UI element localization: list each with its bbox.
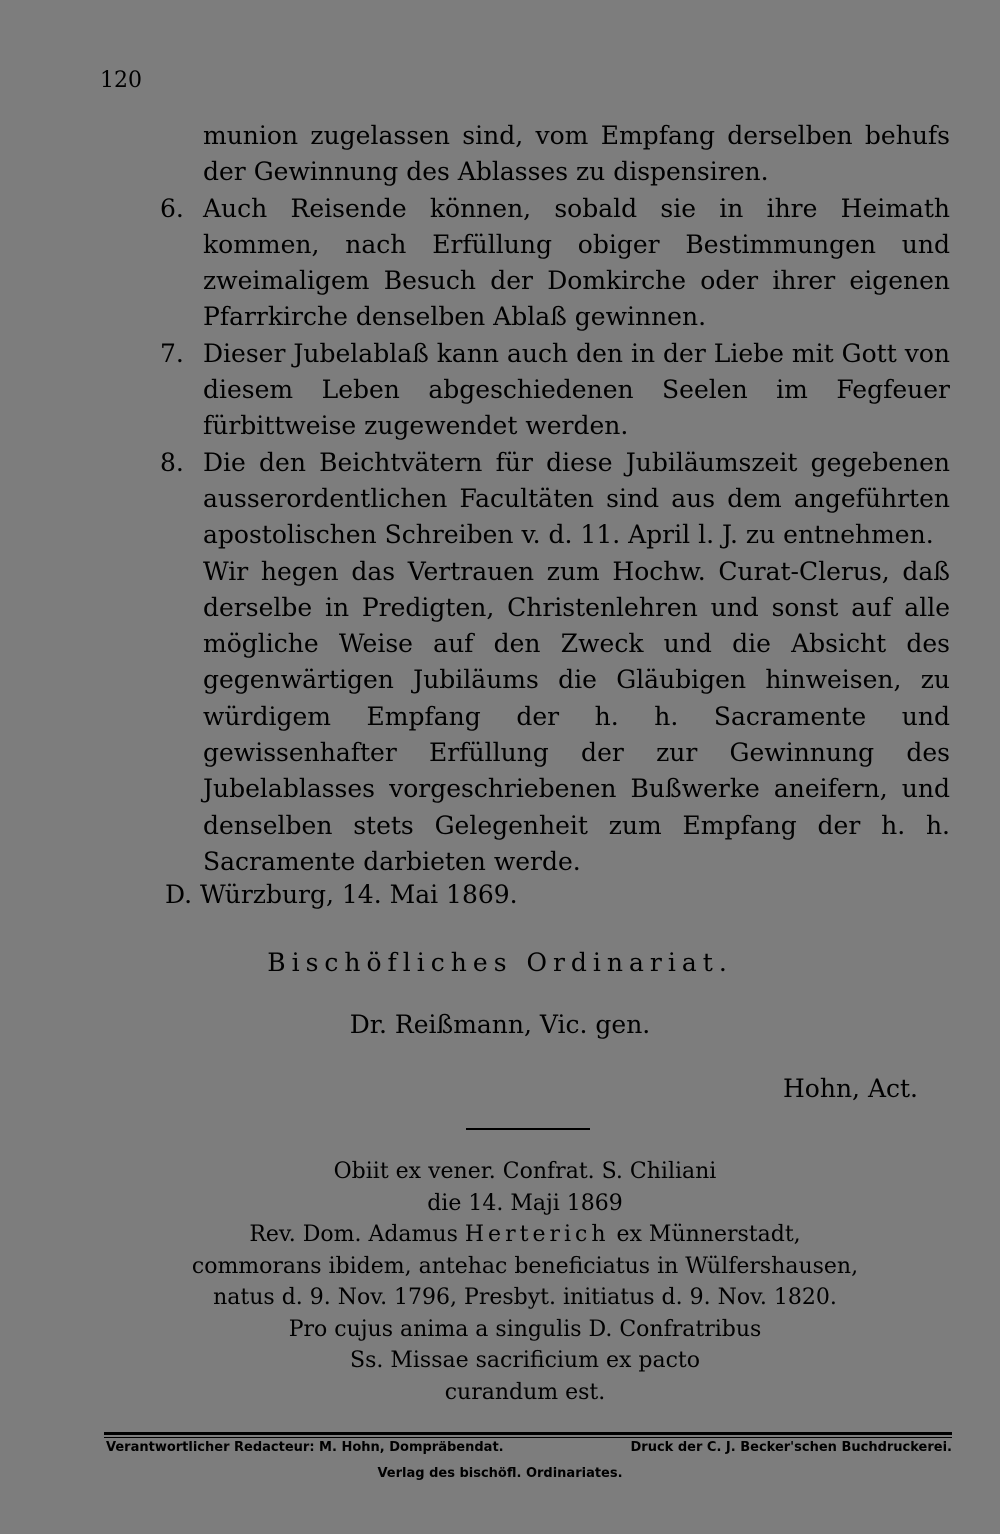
obituary-line [160,1219,890,1251]
dateline: D. Würzburg, 14. Mai 1869. [165,880,518,909]
obituary-line: Ss. Missae sacrificium ex pacto [350,1348,700,1373]
obituary-surname: Herterich [464,1222,610,1247]
obituary-line: Pro cujus anima a singulis D. Confratribus [288,1316,762,1342]
footer-divider [104,1432,952,1435]
list-item-7 [160,336,950,445]
closing-paragraph: Wir hegen das Vertrauen zum Hochw. Curat-Clerus, daß derselbe in Predigten, Christenlehren und sonst auf alle mögliche Weise auf den Zweck und die Absicht des gegenwärtigen Jubiläums die Gläubigen hinweisen, zu würdigem Empfang der h. h. Sacramente und gewissenhafter Erfüllung der zur Gewinnung des Jubelablasses vorgeschriebenen Bußwerke aneifern, und denselben stets Gelegenheit zum Empfang der h. h. Sacramente darbieten werde. [203,556,950,876]
obituary-line: commorans ibidem, antehac beneficiatus in Wülfershausen, [191,1253,859,1279]
footer-editor: Verantwortlicher Redacteur: M. Hohn, Dompräbendat. [106,1440,504,1455]
obituary-title: Rev. Dom. Adamus [249,1222,465,1247]
intro-paragraph: munion zugelassen sind, vom Empfang derselben behufs der Gewinnung des Ablasses zu dispensiren. [203,121,950,187]
obituary-notice [160,1156,890,1408]
footer-divider-thin [104,1437,952,1438]
item-number: 7. [160,338,184,368]
obituary-origin: ex Münnerstadt, [609,1222,801,1247]
signer: Dr. Reißmann, Vic. gen. [349,1010,651,1039]
item-number: 6. [160,193,184,223]
list-item-6 [160,191,950,336]
item-text: Auch Reisende können, sobald sie in ihre Heimath kommen, nach Erfüllung obiger Bestimmungen und zweimaligem Besuch der Domkirche oder ihrer eigenen Pfarrkirche denselben Ablaß gewinnen. [203,193,950,332]
footer-publisher: Verlag des bischöfl. Ordinariates. [377,1466,623,1481]
obituary-line: Obiit ex vener. Confrat. S. Chiliani [333,1159,717,1184]
cosigner: Hohn, Act. [783,1074,918,1103]
section-divider [466,1128,590,1130]
page-number: 120 [100,68,142,93]
footer-printer: Druck der C. J. Becker'schen Buchdruckerei. [630,1440,952,1455]
item-text: Dieser Jubelablaß kann auch den in der Liebe mit Gott von diesem Leben abgeschiedenen Seelen im Fegfeuer fürbittweise zugewendet werden. [203,338,950,441]
issuing-authority: Bischöfliches Ordinariat. [267,948,733,977]
obituary-line: curandum est. [444,1379,606,1405]
obituary-line: natus d. 9. Nov. 1796, Presbyt. initiatus d. 9. Nov. 1820. [213,1285,837,1310]
obituary-line: die 14. Maji 1869 [427,1190,623,1216]
main-text [160,118,950,880]
item-text: Die den Beichtvätern für diese Jubiläumszeit gegebenen ausserordentlichen Facultäten sind aus dem angeführten apostolischen Schreiben v. d. 11. April l. J. zu entnehmen. [203,447,950,550]
item-number: 8. [160,447,184,477]
list-item-8 [160,445,950,554]
